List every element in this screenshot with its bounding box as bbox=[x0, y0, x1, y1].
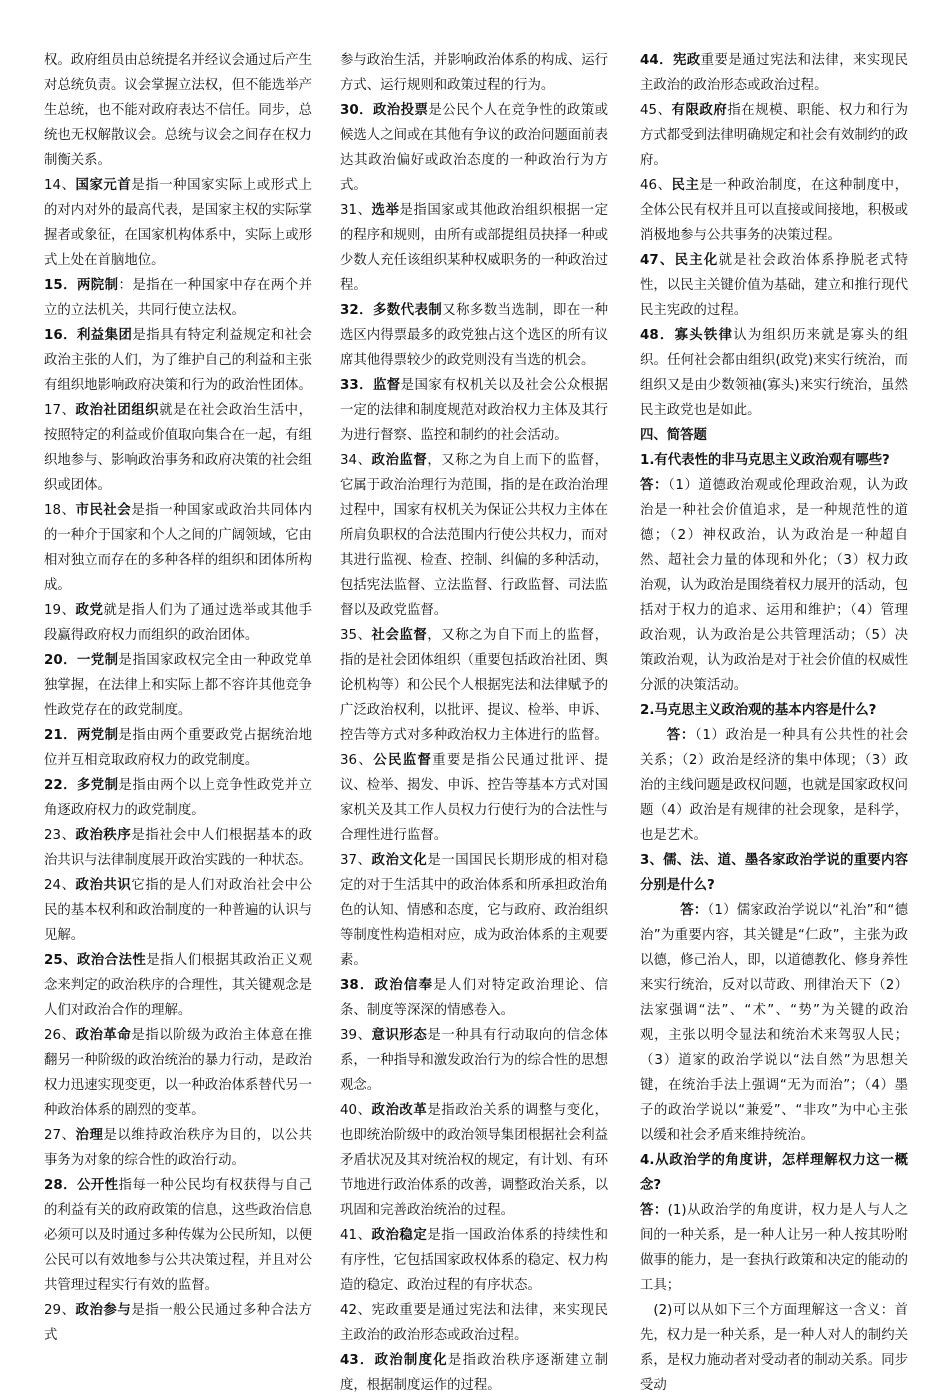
paragraph bbox=[44, 723, 312, 773]
text-run: 是一国国民长期形成的相对稳定的对于生活其中的政治体系和所承担政治角色的认知、情感和态度，它与政府、政治组织等制度性构造相对应，成为政治体系的主观要素。 bbox=[340, 853, 609, 968]
paragraph bbox=[44, 948, 312, 1023]
bold-term: 32．多数代表制 bbox=[340, 303, 443, 318]
bold-term: 政治共识 bbox=[75, 878, 132, 893]
text-run: 它指的是人们对政治社会中公民的基本权利和政治制度的一种普遍的认识与见解。 bbox=[44, 878, 313, 943]
text-run: 34、 bbox=[340, 453, 372, 468]
bold-term: 公民监督 bbox=[373, 753, 433, 768]
paragraph bbox=[44, 648, 312, 723]
bold-term: 43．政治制度化 bbox=[340, 1353, 448, 1368]
bold-term: 3、儒、法、道、墨各家政治学说的重要内容分别是什么? bbox=[640, 853, 908, 893]
bold-term: 25、政治合法性 bbox=[44, 953, 147, 968]
text-run: 36、 bbox=[340, 753, 374, 768]
text-run: 是指由两个重要政党占据统治地位并互相竞取政府权力的政党制度。 bbox=[44, 728, 312, 768]
text-run: ，又称之为自上而下的监督，它属于政治治理行为范围，指的是在政治治理过程中，国家有权机关为保证公共权力主体在所肩负职权的合法范围内行使公共权力，而对其进行监视、检查、控制、纠偏的多种活动，包括宪法监督、立法监督、行政监督、司法监督以及政党监督。 bbox=[340, 453, 609, 618]
paragraph bbox=[44, 273, 312, 323]
text-column-right bbox=[640, 48, 909, 1393]
text-run: 14、 bbox=[44, 178, 76, 193]
text-run: 是指政治秩序逐渐建立制度，根据制度运作的过程。 bbox=[340, 1353, 608, 1393]
text-run: 29、 bbox=[44, 1303, 76, 1318]
bold-term: 政治革命 bbox=[75, 1028, 132, 1043]
bold-term: 政治稳定 bbox=[371, 1228, 428, 1243]
text-run: 是指具有特定利益规定和社会政治主张的人们，为了维护自己的利益和主张有组织地影响政府决策和行为的政治性团体。 bbox=[44, 328, 313, 393]
text-run: (2)可以从如下三个方面理解这一含义：首先，权力是一种关系，是一种人对人的制约关系，是权力施动者对受动者的制动关系。同步受动 bbox=[640, 1303, 908, 1393]
text-run: 39、 bbox=[340, 1028, 372, 1043]
paragraph bbox=[640, 698, 908, 723]
bold-term: 1.有代表性的非马克思主义政治观有哪些? bbox=[640, 453, 890, 468]
text-run: 就是社会政治体系挣脱老式特性，以民主关键价值为基础，建立和推行现代民主宪政的过程。 bbox=[640, 253, 909, 318]
text-run: (1)从政治学的角度讲，权力是人与人之间的一种关系，是一种人让另一种人按其吩咐做事的能力，是一套执行政策和决定的能动的工具； bbox=[640, 1203, 908, 1293]
paragraph bbox=[640, 1298, 908, 1398]
text-run: 是指一种国家实际上或形式上的对内对外的最高代表，是国家主权的实际掌握者或象征，在国家机构体系中，实际上或形式上处在首脑地位。 bbox=[44, 178, 313, 268]
text-run: 是指国家或其他政治组织根据一定的程序和规则，由所有或部提组员抉择一种或少数人充任该组织某种权威职务的一种政治过程。 bbox=[340, 203, 609, 293]
text-column-left bbox=[44, 48, 313, 1343]
paragraph bbox=[44, 1123, 312, 1173]
paragraph bbox=[44, 823, 312, 873]
text-run: （1）政治是一种具有公共性的社会关系；（2）政治是经济的集中体现；（3）政治的主线问题是政权问题，也就是国家政权问题（4）政治是有规律的社会现象，是科学，也是艺术。 bbox=[640, 728, 909, 843]
bold-term: 答： bbox=[640, 1203, 668, 1218]
text-run: 46、 bbox=[640, 178, 672, 193]
bold-term: 答： bbox=[640, 478, 669, 493]
paragraph bbox=[640, 423, 908, 448]
bold-term: 有限政府 bbox=[671, 103, 728, 118]
paragraph bbox=[340, 1023, 608, 1098]
paragraph bbox=[340, 198, 608, 298]
bold-term: 47、民主化 bbox=[640, 253, 719, 268]
bold-term: 答： bbox=[680, 903, 708, 918]
text-run: 是以维持政治秩序为目的，以公共事务为对象的综合性的政治行动。 bbox=[44, 1128, 313, 1168]
text-run: 重要是指公民通过批评、提议、检举、揭发、申诉、控告等基本方式对国家机关及其工作人员权力行使行为的合法性与合理性进行监督。 bbox=[340, 753, 609, 843]
bold-term: 44．宪政 bbox=[640, 53, 701, 68]
text-run: 17、 bbox=[44, 403, 76, 418]
text-run: 是一种具有行动取向的信念体系，一种指导和激发政治行为的综合性的思想观念。 bbox=[340, 1028, 609, 1093]
paragraph bbox=[640, 1148, 908, 1198]
text-run: 是指一般公民通过多种合法方式 bbox=[44, 1303, 313, 1343]
text-run: 是指国家政权完全由一种政党单独掌握，在法律上和实际上都不容许其他竞争性政党存在的政党制度。 bbox=[44, 653, 312, 718]
bold-term: 市民社会 bbox=[75, 503, 132, 518]
paragraph bbox=[44, 1298, 312, 1348]
text-run: 26、 bbox=[44, 1028, 76, 1043]
text-run: 40、 bbox=[340, 1103, 372, 1118]
text-run: 权。政府组员由总统提名并经议会通过后产生对总统负责。议会掌握立法权，但不能选举产生总统，也不能对政府表达不信任。同步，总统也无权解散议会。总统与议会之间存在权力制衡关系。 bbox=[44, 53, 312, 168]
bold-term: 政治监督 bbox=[371, 453, 428, 468]
bold-term: 2.马克思主义政治观的基本内容是什么? bbox=[640, 703, 877, 718]
text-run: ，又称之为自下而上的监督，指的是社会团体组织（重要包括政治社团、舆论机构等）和公民个人根据宪法和法律赋予的广泛政治权利，以批评、提议、检举、申诉、控告等方式对多种政治权力主体进行的监督。 bbox=[340, 628, 609, 743]
text-run: 是公民个人在竞争性的政策或候选人之间或在其他有争议的政治问题面前表达其政治偏好或政治态度的一种政治行为方式。 bbox=[340, 103, 609, 193]
bold-term: 15．两院制 bbox=[44, 278, 119, 293]
paragraph bbox=[340, 373, 608, 448]
paragraph bbox=[340, 848, 608, 973]
text-run: 41、 bbox=[340, 1228, 372, 1243]
paragraph bbox=[640, 898, 908, 1148]
text-run: 31、 bbox=[340, 203, 372, 218]
bold-term: 33．监督 bbox=[340, 378, 401, 393]
text-run: 42、宪政重要是通过宪法和法律，来实现民主政治的政治形态或政治过程。 bbox=[340, 1303, 608, 1343]
paragraph bbox=[640, 448, 908, 473]
paragraph bbox=[640, 1198, 908, 1298]
bold-term: 意识形态 bbox=[371, 1028, 428, 1043]
paragraph bbox=[640, 473, 908, 698]
paragraph bbox=[340, 98, 608, 198]
paragraph bbox=[44, 773, 312, 823]
paragraph bbox=[44, 873, 312, 948]
bold-term: 政治改革 bbox=[371, 1103, 428, 1118]
bold-term: 16．利益集团 bbox=[44, 328, 133, 343]
bold-term: 民主 bbox=[671, 178, 700, 193]
paragraph bbox=[340, 623, 608, 748]
paragraph bbox=[640, 248, 908, 323]
bold-term: 28．公开性 bbox=[44, 1178, 119, 1193]
text-run: 就是在社会政治生活中，按照特定的利益或价值取向集合在一起，有组织地参与、影响政治事务和政府决策的社会组织或团体。 bbox=[44, 403, 313, 493]
text-run: 37、 bbox=[340, 853, 372, 868]
bold-term: 选举 bbox=[371, 203, 400, 218]
paragraph bbox=[44, 173, 312, 273]
text-run: 认为组织历来就是寡头的组织。任何社会都由组织(政党)来实行统治，而组织又是由少数领袖(寡头)来实行统治，虽然民主政党也是如此。 bbox=[640, 328, 909, 418]
paragraph bbox=[44, 1173, 312, 1298]
text-run: 35、 bbox=[340, 628, 372, 643]
text-run: 是指政治关系的调整与变化，也即统治阶级中的政治领导集团根据社会利益矛盾状况及其对统治权的规定，有计划、有环节地进行政治体系的改善，调整政治关系，以巩固和完善政治统治的过程。 bbox=[340, 1103, 609, 1218]
text-run: 是指一种国家或政治共同体内的一种介于国家和个人之间的广阔领域，它由相对独立而存在的多种各样的组织和团体所构成。 bbox=[44, 503, 313, 593]
text-run: 是指由两个以上竞争性政党并立角逐政府权力的政党制度。 bbox=[44, 778, 312, 818]
text-run: （1）儒家政治学说以“礼治”和“德治”为重要内容，其关键是“仁政”，主张为政以德，修己治人，即，以道德教化、修身养性来实行统治，反对以苛政、刑律治天下（2）法家强调“法”、“术”、“势”为关键的政治观，主张以明令显法和统治术来驾驭人民；（3）道家的政治学说以“法自然”为思想关键，在统治手法上强调“无为而治”；（4）墨子的政治学说以“兼爱”、“非攻”为中心主张以缓和社会矛盾来维持统治。 bbox=[640, 903, 908, 1143]
paragraph bbox=[340, 1348, 608, 1398]
text-run: 23、 bbox=[44, 828, 76, 843]
bold-term: 政治参与 bbox=[75, 1303, 132, 1318]
bold-term: 21．两党制 bbox=[44, 728, 119, 743]
paragraph bbox=[44, 398, 312, 498]
bold-term: 48．寡头铁律 bbox=[640, 328, 734, 343]
bold-term: 治理 bbox=[75, 1128, 104, 1143]
text-run: 19、 bbox=[44, 603, 76, 618]
paragraph bbox=[44, 498, 312, 598]
bold-term: 政治社团组织 bbox=[75, 403, 160, 418]
paragraph bbox=[640, 48, 908, 98]
paragraph bbox=[640, 723, 908, 848]
paragraph bbox=[340, 748, 608, 848]
paragraph bbox=[640, 173, 908, 248]
paragraph bbox=[340, 298, 608, 373]
paragraph bbox=[340, 973, 608, 1023]
text-run: 27、 bbox=[44, 1128, 76, 1143]
bold-term: 社会监督 bbox=[371, 628, 428, 643]
bold-term: 30．政治投票 bbox=[340, 103, 429, 118]
bold-term: 政党 bbox=[75, 603, 104, 618]
bold-term: 4.从政治学的角度讲，怎样理解权力这一概念? bbox=[640, 1153, 908, 1193]
text-run: 就是指人们为了通过选举或其他手段赢得政府权力而组织的政治团体。 bbox=[44, 603, 313, 643]
text-run: 指每一种公民均有权获得与自己的利益有关的政府政策的信息，这些政治信息必须可以及时通过多种传媒为公民所知，以便公民可以有效地参与公共决策过程，并且对公共管理过程实行有效的监督。 bbox=[44, 1178, 312, 1293]
text-run: 是指人们根据其政治正义观念来判定的政治秩序的合理性，其关键观念是人们对政治合作的理解。 bbox=[44, 953, 312, 1018]
bold-term: 38．政治信奉 bbox=[340, 978, 434, 993]
text-run: 是国家有权机关以及社会公众根据一定的法律和制度规范对政治权力主体及其行为进行督察、监控和制约的社会活动。 bbox=[340, 378, 609, 443]
text-run: 参与政治生活，并影响政治体系的构成、运行方式、运行规则和政策过程的行为。 bbox=[340, 53, 608, 93]
paragraph bbox=[340, 1098, 608, 1223]
paragraph bbox=[340, 1223, 608, 1298]
paragraph bbox=[640, 848, 908, 898]
paragraph bbox=[640, 98, 908, 173]
text-run: 是一种政治制度，在这种制度中，全体公民有权并且可以直接或间接地，积极或消极地参与公共事务的决策过程。 bbox=[640, 178, 909, 243]
text-run: 是指以阶级为政治主体意在推翻另一种阶级的政治统治的暴力行动，是政治权力迅速实现变更，以一种政治体系替代另一种政治体系的剧烈的变革。 bbox=[44, 1028, 313, 1118]
bold-term: 答： bbox=[666, 728, 695, 743]
bold-term: 政治秩序 bbox=[75, 828, 132, 843]
paragraph bbox=[44, 48, 312, 173]
paragraph bbox=[44, 1023, 312, 1123]
bold-term: 20．一党制 bbox=[44, 653, 119, 668]
text-run: 是指一国政治体系的持续性和有序性，它包括国家政权体系的稳定、权力构造的稳定、政治过程的有序状态。 bbox=[340, 1228, 609, 1293]
text-run: 是人们对特定政治理论、信条、制度等深深的情感卷入。 bbox=[340, 978, 609, 1018]
text-run: 重要是通过宪法和法律，来实现民主政治的政治形态或政治过程。 bbox=[640, 53, 909, 93]
text-run: 指在规模、职能、权力和行为方式都受到法律明确规定和社会有效制约的政府。 bbox=[640, 103, 909, 168]
paragraph bbox=[44, 598, 312, 648]
text-run: 又称多数当选制，即在一种选区内得票最多的政党独占这个选区的所有议席其他得票较少的政党则没有当选的机会。 bbox=[340, 303, 608, 368]
bold-term: 四、简答题 bbox=[640, 428, 707, 443]
bold-term: 22．多党制 bbox=[44, 778, 119, 793]
text-column-middle bbox=[340, 48, 609, 1393]
paragraph bbox=[640, 323, 908, 423]
text-run: 是指社会中人们根据基本的政治共识与法律制度展开政治实践的一种状态。 bbox=[44, 828, 313, 868]
text-run: （1）道德政治观或伦理政治观，认为政治是一种社会价值追求，是一种规范性的道德；（2）神权政治，认为政治是一种超自然、超社会力量的体现和外化；（3）权力政治观，认为政治是围绕着权力展开的活动，包括对于权力的追求、运用和维护；（4）管理政治观，认为政治是公共管理活动；（5）决策政治观，认为政治是对于社会价值的权威性分派的决策活动。 bbox=[640, 478, 909, 693]
bold-term: 国家元首 bbox=[75, 178, 132, 193]
text-run: 24、 bbox=[44, 878, 76, 893]
bold-term: 政治文化 bbox=[371, 853, 428, 868]
paragraph bbox=[340, 48, 608, 98]
text-run: 18、 bbox=[44, 503, 76, 518]
paragraph bbox=[340, 1298, 608, 1348]
paragraph bbox=[44, 323, 312, 398]
paragraph bbox=[340, 448, 608, 623]
text-run: ：是指在一种国家中存在两个并立的立法机关，共同行使立法权。 bbox=[44, 278, 312, 318]
text-run: 45、 bbox=[640, 103, 672, 118]
